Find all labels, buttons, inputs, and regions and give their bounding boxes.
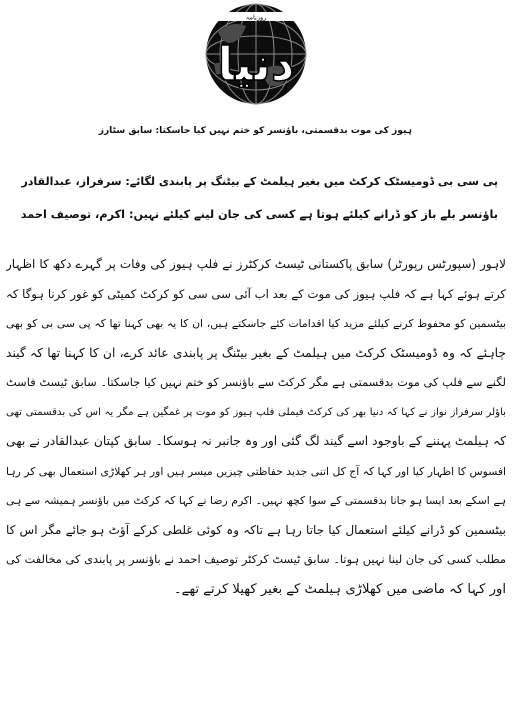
body-line: اور کہا کہ ماضی میں کھلاڑی ہیلمٹ کے بغیر کھیلا کرتے تھے۔: [173, 581, 506, 597]
body-line: مطلب کسی کی جان لینا نہیں ہوتا۔ سابق ٹیسٹ کرکٹر توصیف احمد نے باؤنسر پر پابندی کی مخالفت کی: [6, 552, 506, 566]
body-line: افسوس کا اظہار کیا اور کہا کہ آج کل اتنی جدید حفاظتی چیزیں میسر ہیں اور ہر کھلاڑی استعمال بھی کر رہا: [6, 464, 506, 478]
body-line: لاہور (سپورٹس رپورٹر) سابق پاکستانی ٹیسٹ کرکٹرز نے فلپ ہیوز کی وفات پر گہرے دکھ کا اظہار: [6, 257, 506, 271]
body-line: ہے اسکے بعد ایسا ہو جانا بدقسمتی کے سوا کچھ نہیں۔ اکرم رضا نے کہا کہ کرکٹ میں باؤنسر ہمیشہ سے ہی: [6, 494, 506, 507]
newspaper-logo: [196, 2, 316, 106]
subhead-line: باؤنسر بلے باز کو ڈرانے کیلئے ہوتا ہے کسی کی جان لینے کیلئے نہیں: اکرم، توصیف احمد: [20, 208, 498, 221]
subhead-line: پی سی بی ڈومیسٹک کرکٹ میں بغیر ہیلمٹ کے بیٹنگ پر پابندی لگائے: سرفراز، عبدالقادر: [21, 175, 498, 188]
logo-text: دنیا: [217, 37, 295, 91]
body-line: بیٹسمین کو ڈرانے کیلئے استعمال کیا جاتا رہا ہے تاکہ وہ کوئی غلطی کرکے آؤٹ ہو جائے مگر اس کا: [6, 522, 506, 537]
article-subheads: [14, 168, 498, 234]
body-line: چاہئے کہ وہ ڈومیسٹک کرکٹ میں ہیلمٹ کے بغیر بیٹنگ پر پابندی عائد کرے، ان کا کہنا تھا کہ گیند: [6, 345, 506, 360]
article-headline: ہیوز کی موت بدقسمتی، باؤنسر کو ختم نہیں کیا جاسکتا: سابق سٹارز: [98, 126, 412, 136]
logo-subtext: روزنامہ: [245, 13, 267, 22]
body-line: باؤلر سرفراز نواز نے کہا کہ دنیا بھر کی کرکٹ فیملی فلپ ہیوز کو موت پر غمگین ہے مگر یہ اس کی بدقسمتی تھی: [6, 406, 506, 418]
body-line: کرتے ہوئے کہا ہے کہ فلپ ہیوز کی موت کے بعد اب آئی سی سی کو کرکٹ کمیٹی کو غور کرنا ہوگا کہ: [6, 286, 506, 301]
body-line: لگنے سے فلپ کی موت بدقسمتی ہے مگر کرکٹ سے باؤنسر کو ختم نہیں کیا جاسکتا۔ سابق ٹیسٹ فاسٹ: [6, 375, 506, 389]
article-body: [6, 250, 506, 604]
body-line: کہ ہیلمٹ پہننے کے باوجود اسے گیند لگ گئی اور وہ جانبر نہ ہوسکا۔ سابق کپتان عبدالقادر نے بھی: [6, 434, 506, 448]
body-line: بیٹسمین کو محفوظ کرنے کیلئے مزید کیا اقدامات کئے جاسکتے ہیں، ان کا یہ بھی کہنا تھا کہ پی سی بی کو بھی: [6, 317, 506, 330]
